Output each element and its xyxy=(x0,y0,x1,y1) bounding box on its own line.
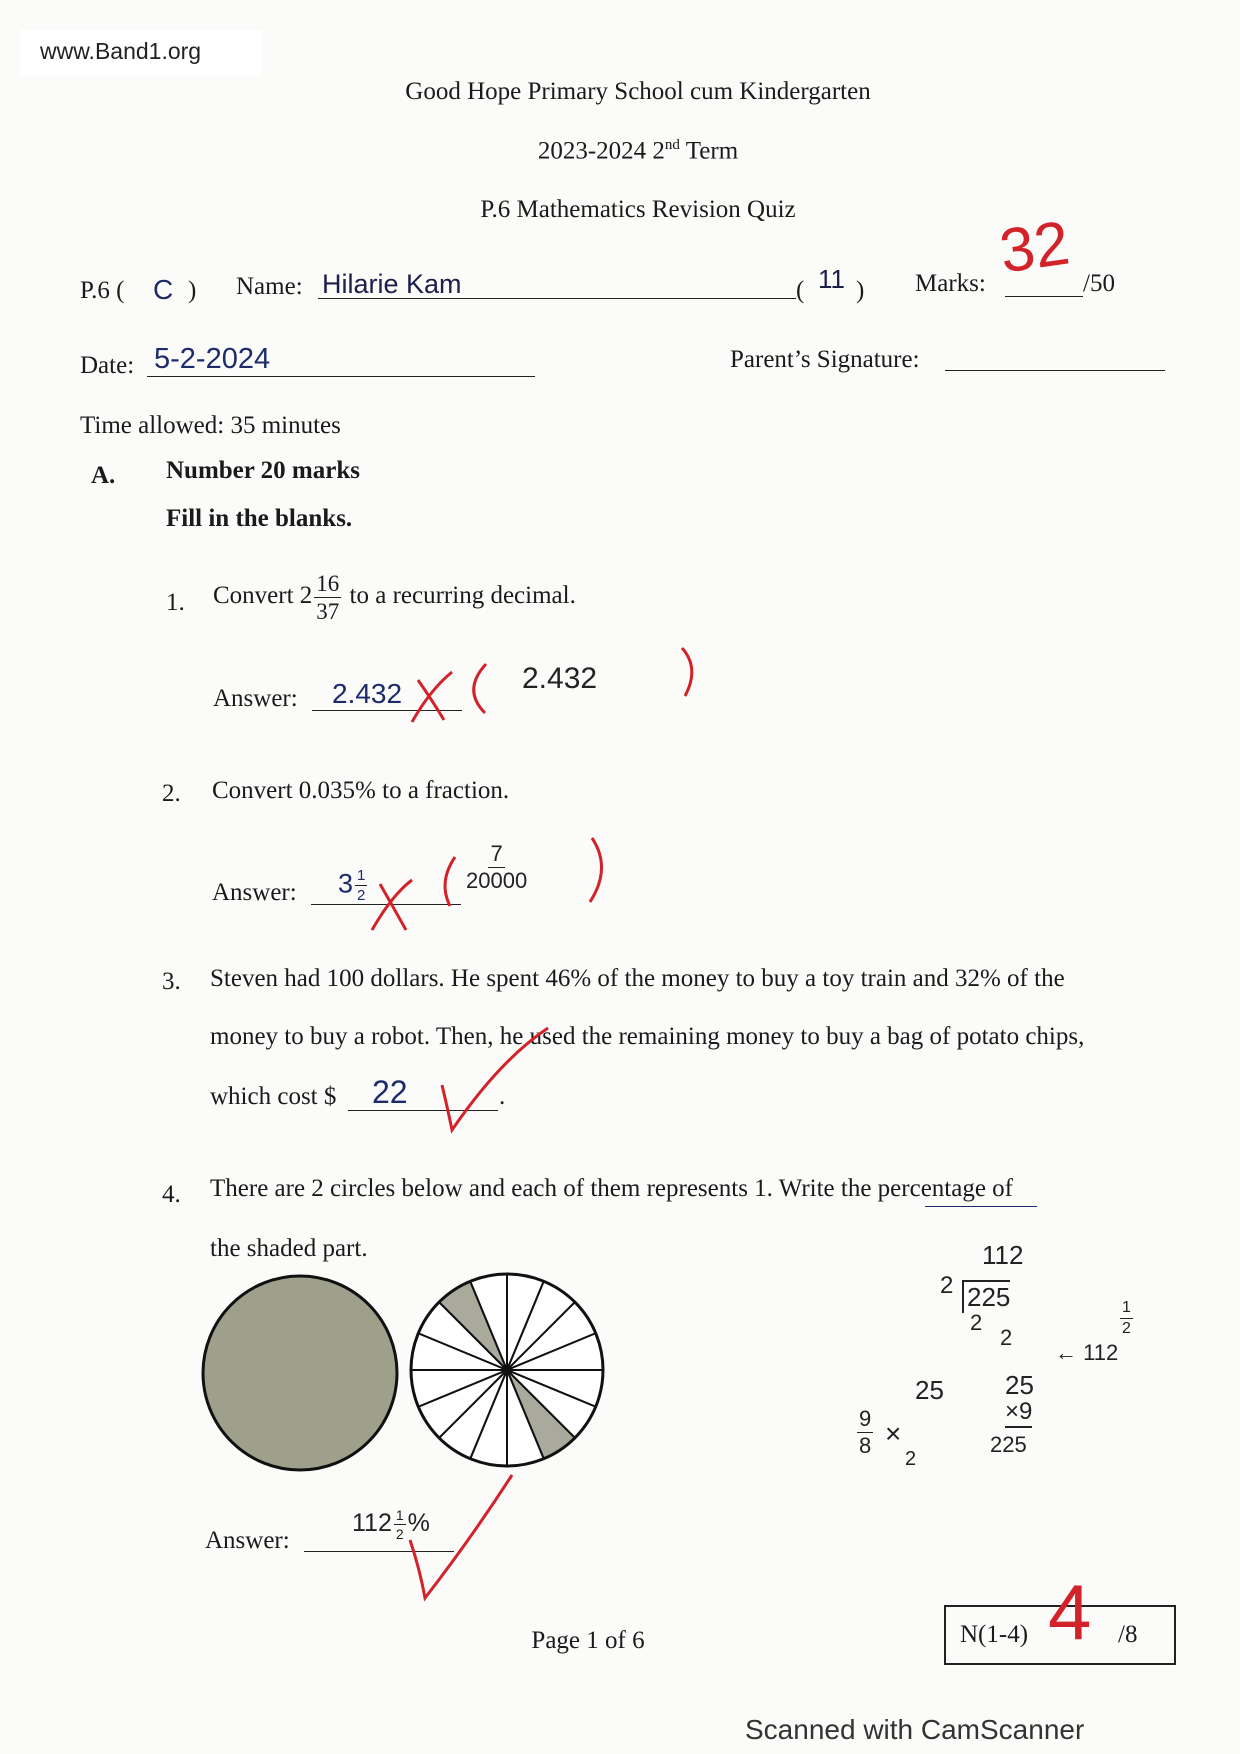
sector xyxy=(411,1333,507,1370)
q2-student-answer xyxy=(338,868,369,903)
term-sup: nd xyxy=(664,137,680,153)
q4-line2: the shaded part. xyxy=(210,1235,368,1262)
sector xyxy=(507,1274,544,1370)
shaded-sector xyxy=(439,1281,507,1370)
marks-line xyxy=(1005,296,1083,297)
marks-value: 32 xyxy=(995,208,1074,287)
q2-open-bracket xyxy=(445,857,455,906)
q4-answer-whole: 112 xyxy=(352,1509,392,1538)
section-letter: A. xyxy=(91,462,116,489)
sector xyxy=(507,1302,596,1370)
scratch-fraction xyxy=(855,1408,875,1457)
sector xyxy=(439,1370,507,1459)
scratch-result-num: 1 xyxy=(1120,1300,1133,1319)
q3-answer-line xyxy=(348,1110,498,1111)
q1-text xyxy=(213,572,576,623)
marks-total: /50 xyxy=(1083,270,1115,297)
watermark-box xyxy=(20,30,262,76)
scratch-frac-num: 9 xyxy=(859,1406,872,1431)
q4-answer-frac xyxy=(394,1508,406,1541)
scratch-mult-b: ×9 xyxy=(1005,1398,1032,1428)
sector xyxy=(507,1333,603,1370)
score-box-label: N(1-4) xyxy=(960,1621,1029,1648)
score-box-total: /8 xyxy=(1118,1621,1138,1648)
sector xyxy=(507,1370,603,1407)
scratch-dividend: 225 xyxy=(962,1280,1010,1313)
scratch-mult-a: 25 xyxy=(1005,1370,1034,1400)
q4-number: 4. xyxy=(162,1181,181,1208)
q4-line1: There are 2 circles below and each of them represents 1. Write the percentage of xyxy=(210,1175,1014,1202)
q4-answer-unit: % xyxy=(407,1509,430,1538)
sector xyxy=(411,1370,507,1407)
q1-frac-num: 16 xyxy=(316,571,340,596)
q1-text-after: to a recurring decimal. xyxy=(349,582,576,610)
sixteen-sector-circle xyxy=(411,1274,603,1466)
sector xyxy=(418,1370,507,1438)
q2-answer-frac xyxy=(355,868,367,903)
date-value: 5-2-2024 xyxy=(154,343,271,375)
scratch-over-top: 25 xyxy=(915,1375,944,1405)
q2-correction-den: 20000 xyxy=(466,868,528,893)
camscanner-footer: Scanned with CamScanner xyxy=(745,1714,1085,1745)
circle-shape xyxy=(203,1276,397,1470)
q4-pen-underline xyxy=(925,1206,1037,1207)
scratch-arrow-result: ← 112 xyxy=(1055,1340,1119,1365)
q4-answer-num: 1 xyxy=(395,1507,404,1523)
circle-background xyxy=(411,1274,603,1466)
section-instruction: Fill in the blanks. xyxy=(166,505,353,532)
sector xyxy=(507,1370,596,1438)
q3-line3-after: . xyxy=(499,1083,506,1110)
term-heading xyxy=(538,137,738,165)
scratch-result-frac xyxy=(1118,1300,1135,1337)
scratch-over-bottom: 2 xyxy=(905,1448,917,1470)
time-allowed: Time allowed: 35 minutes xyxy=(80,412,341,439)
shaded-sector xyxy=(507,1370,575,1459)
q4-answer-line xyxy=(304,1551,454,1552)
quiz-title: P.6 Mathematics Revision Quiz xyxy=(480,196,796,223)
number-open: ( xyxy=(796,277,805,304)
q1-number: 1. xyxy=(166,589,185,616)
scratch-mult-result: 225 xyxy=(990,1432,1027,1457)
q2-answer-den: 2 xyxy=(357,887,366,904)
name-label: Name: xyxy=(236,273,303,300)
scratch-quotient: 112 xyxy=(982,1240,1024,1270)
q2-cross-mark xyxy=(372,880,412,930)
watermark-text: www.Band1.org xyxy=(40,38,202,64)
q1-fraction xyxy=(314,572,341,623)
q2-correction-num: 7 xyxy=(490,841,503,866)
score-box-value: 4 xyxy=(1048,1568,1092,1656)
q2-correction xyxy=(464,843,529,892)
sector xyxy=(418,1302,507,1370)
q3-line3-before: which cost $ xyxy=(210,1083,337,1110)
q1-answer-label: Answer: xyxy=(213,685,298,712)
marks-label: Marks: xyxy=(915,270,986,297)
q1-cross-mark xyxy=(412,672,452,722)
q2-text: Convert 0.035% to a fraction. xyxy=(212,777,510,804)
parent-signature-line xyxy=(945,370,1165,371)
section-title: Number 20 marks xyxy=(166,457,360,484)
score-box xyxy=(944,1568,1176,1665)
scratch-step1: 2 xyxy=(970,1310,983,1335)
q1-text-before: Convert 2 xyxy=(213,582,313,610)
q3-student-answer: 22 xyxy=(372,1074,408,1110)
q4-answer-den: 2 xyxy=(395,1526,404,1542)
sector xyxy=(507,1370,544,1466)
class-label: P.6 ( xyxy=(80,277,125,304)
q4-answer-label: Answer: xyxy=(205,1527,290,1554)
q3-number: 3. xyxy=(162,968,181,995)
q2-close-bracket xyxy=(590,838,602,902)
class-close: ) xyxy=(188,277,197,304)
q1-close-bracket xyxy=(682,648,692,696)
q1-student-answer: 2.432 xyxy=(332,678,403,709)
scratch-divisor: 2 xyxy=(940,1272,954,1299)
term-word: Term xyxy=(685,137,739,165)
parent-signature-label: Parent’s Signature: xyxy=(730,346,920,373)
q2-number: 2. xyxy=(162,780,181,807)
sector xyxy=(470,1274,507,1370)
class-value: C xyxy=(153,274,174,305)
q1-frac-den: 37 xyxy=(316,599,340,624)
q2-answer-whole: 3 xyxy=(338,868,354,899)
number-value: 11 xyxy=(818,264,845,294)
q3-line1: Steven had 100 dollars. He spent 46% of the money to buy a toy train and 32% of the xyxy=(210,965,1065,992)
number-close: ) xyxy=(856,277,865,304)
term-year: 2023-2024 2 xyxy=(537,137,665,165)
sector xyxy=(507,1281,575,1370)
q4-student-answer xyxy=(352,1508,430,1541)
school-name: Good Hope Primary School cum Kindergarten xyxy=(405,78,871,105)
q1-open-bracket xyxy=(474,664,486,713)
whole-shaded-circle xyxy=(203,1276,397,1470)
sector xyxy=(470,1370,507,1466)
q2-answer-label: Answer: xyxy=(212,879,297,906)
q1-correction: 2.432 xyxy=(522,662,598,695)
q2-correction-frac xyxy=(466,843,527,892)
scratch-step2: 2 xyxy=(1000,1325,1013,1350)
q1-answer-line xyxy=(312,710,462,711)
circle-outline xyxy=(411,1274,603,1466)
q2-answer-line xyxy=(311,904,461,905)
scratch-frac-den: 8 xyxy=(859,1433,872,1458)
scratch-result-den: 2 xyxy=(1122,1320,1131,1337)
name-value: Hilarie Kam xyxy=(322,269,462,299)
date-label: Date: xyxy=(80,352,135,379)
q2-answer-num: 1 xyxy=(357,867,366,884)
q3-line2: money to buy a robot. Then, he used the remaining money to buy a bag of potato chips, xyxy=(210,1023,1085,1050)
scratch-times: × xyxy=(885,1418,902,1449)
page-number: Page 1 of 6 xyxy=(531,1627,645,1654)
date-line xyxy=(147,376,535,377)
